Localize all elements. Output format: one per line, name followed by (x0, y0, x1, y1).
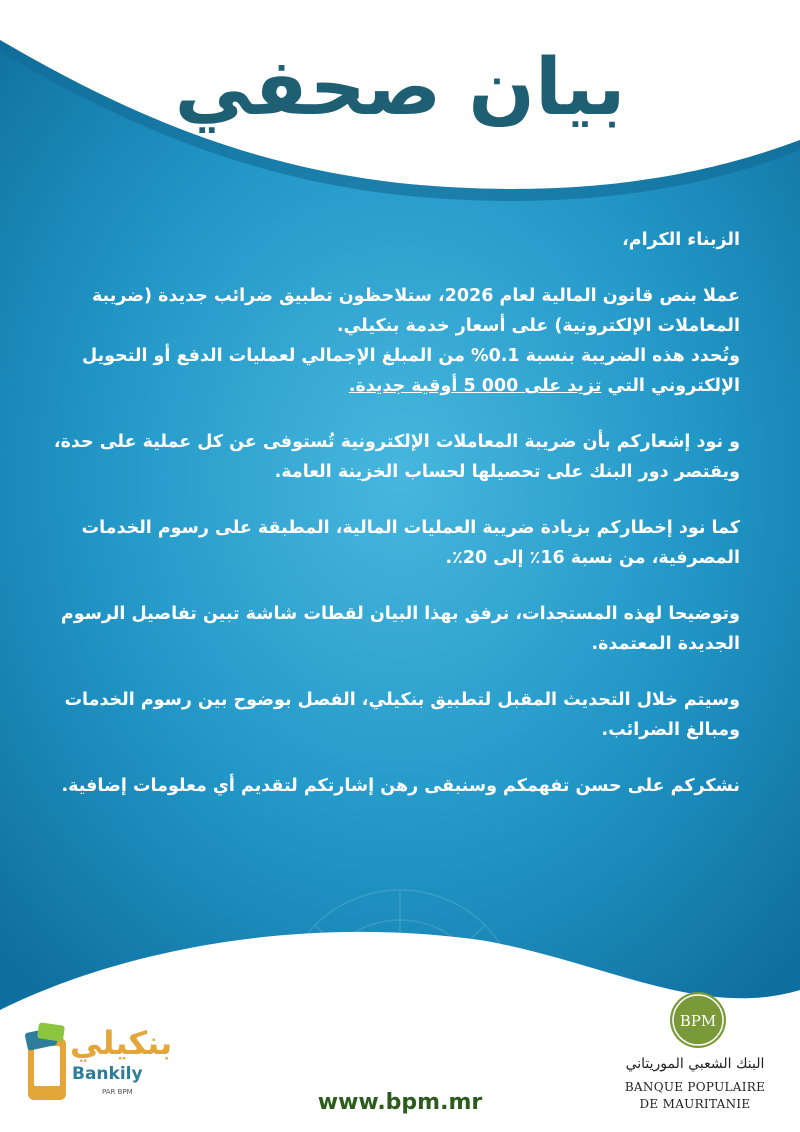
paragraph-4: كما نود إخطاركم بزيادة ضريبة العمليات المالية، المطبقة على رسوم الخدمات المصرفية، من نسبة 16٪ إلى 20٪. (81, 518, 740, 568)
paragraph-7: نشكركم على حسن تفهمكم وسنبقى رهن إشارتكم لتقديم أي معلومات إضافية. (61, 776, 740, 796)
bankily-arabic-wordmark: بنكيلي (70, 1024, 173, 1062)
website-link[interactable]: www.bpm.mr (317, 1090, 483, 1115)
paragraph-1: عملا بنص قانون المالية لعام 2026، ستلاحظون تطبيق ضرائب جديدة (ضريبة المعاملات الإلكترونية) على أسعار خدمة بنكيلي. (91, 286, 740, 336)
bank-name-french-line1: BANQUE POPULAIRE (624, 1080, 766, 1094)
greeting: الزبناء الكرام، (622, 230, 740, 250)
paragraph-5: وتوضيحا لهذه المستجدات، نرفق بهذا البيان لقطات شاشة تبين تفاصيل الرسوم الجديدة المعتمدة. (60, 604, 740, 654)
bank-name-arabic: البنك الشعبي الموريتاني (625, 1056, 765, 1072)
paragraph-2-text: وتُحدد هذه الضريبة بنسبة 0.1% من المبلغ الإجمالي لعمليات الدفع أو التحويل الإلكتروني التي (81, 346, 740, 396)
paragraph-6: وسيتم خلال التحديث المقبل لتطبيق بنكيلي، الفصل بوضوح بين رسوم الخدمات ومبالغ الضرائب. (64, 690, 740, 740)
paragraph-2-underlined: تزيد على 000 5 أوقية جديدة. (348, 376, 602, 396)
bank-name-french-line2: DE MAURITANIE (639, 1097, 751, 1111)
paragraph-2 (40, 341, 740, 401)
bankily-tagline: PAR BPM (102, 1088, 133, 1096)
press-release-body (40, 225, 740, 801)
paragraph-3: و نود إشعاركم بأن ضريبة المعاملات الإلكترونية تُستوفى عن كل عملية على حدة، ويقتصر دور البنك على تحصيلها لحساب الخزينة العامة. (53, 432, 740, 482)
bpm-logo-text: BPM (679, 1012, 717, 1030)
bpm-logo-icon (668, 990, 728, 1050)
page-title: بيان صحفي (174, 43, 626, 133)
bankily-wordmark: Bankily (72, 1064, 143, 1084)
